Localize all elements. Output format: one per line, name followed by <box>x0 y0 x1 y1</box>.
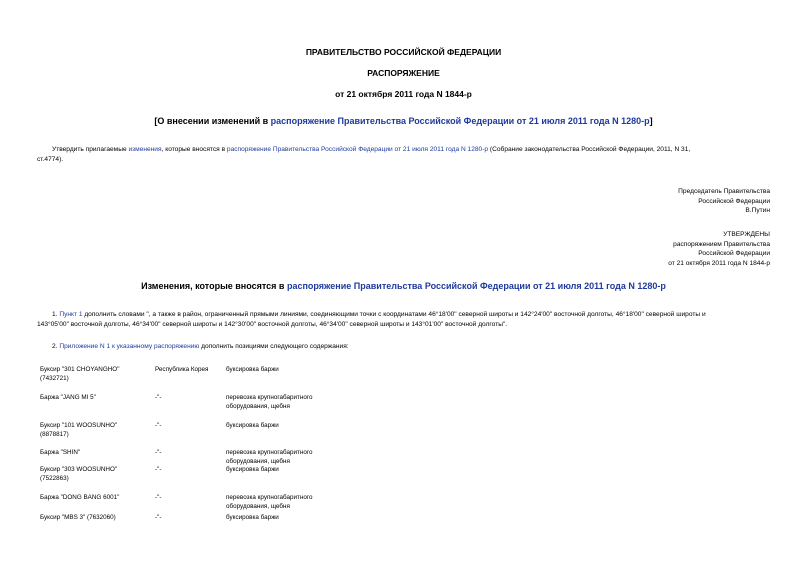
vessel-name-cell <box>40 366 119 383</box>
vessel-name-line: Буксир "MBS 3" (7632060) <box>40 514 116 521</box>
subject-suffix: ] <box>649 116 653 126</box>
purpose-line: буксировка баржи <box>226 366 279 373</box>
purpose-cell <box>226 514 279 523</box>
vessel-name-line: (7432721) <box>40 374 69 382</box>
item-number: 1. <box>52 311 60 318</box>
item-2 <box>52 342 349 352</box>
item1-link[interactable]: Пункт 1 <box>59 311 83 318</box>
vessel-name-line: Баржа "JANG MI 5" <box>40 394 96 401</box>
purpose-line: перевозка крупногабаритного <box>226 394 313 401</box>
approved-title: УТВЕРЖДЕНЫ <box>723 231 770 238</box>
intro-text: , которые вносятся в <box>161 146 227 153</box>
signature-block <box>678 187 770 216</box>
purpose-cell <box>226 494 313 511</box>
purpose-line: оборудования, щебня <box>226 502 290 510</box>
intro-text: (Собрание законодательства Российской Федерации, 2011, N 31, <box>488 146 691 153</box>
vessel-name-cell <box>40 466 117 483</box>
order-link[interactable]: распоряжение Правительства Российской Федерации от 21 июля 2011 года N 1280-р <box>226 146 489 153</box>
item-1 <box>52 310 706 320</box>
purpose-line: оборудования, щебня <box>226 457 290 465</box>
purpose-line: перевозка крупногабаритного <box>226 494 313 501</box>
changes-title-link[interactable]: распоряжение Правительства Российской Федерации от 21 июля 2011 года N 1280-р <box>286 281 666 291</box>
vessel-name-line: Буксир "301 CHOYANGHO" <box>40 366 120 373</box>
vessel-name-cell <box>40 422 117 439</box>
signature-position: Председатель Правительства <box>678 188 770 195</box>
approved-block <box>668 230 770 268</box>
vessel-name-line: Баржа "SHIN" <box>40 449 81 456</box>
flag-cell: -"- <box>155 449 162 456</box>
purpose-line: буксировка баржи <box>226 514 279 521</box>
changes-title-prefix: Изменения, которые вносятся в <box>141 281 287 291</box>
signature-country: Российской Федерации <box>698 197 770 205</box>
subject-prefix: [О внесении изменений в <box>154 116 271 126</box>
flag-cell: -"- <box>155 514 162 521</box>
purpose-line: буксировка баржи <box>226 422 279 429</box>
purpose-cell <box>226 466 279 475</box>
flag-cell: Республика Корея <box>155 366 209 373</box>
purpose-cell <box>226 422 279 431</box>
government-title: ПРАВИТЕЛЬСТВО РОССИЙСКОЙ ФЕДЕРАЦИИ <box>305 47 502 57</box>
vessel-name-line: (7522863) <box>40 474 69 482</box>
item-number: 2. <box>52 343 60 350</box>
approved-line: Российской Федерации <box>698 250 770 258</box>
item2-link[interactable]: Приложение N 1 к указанному распоряжению <box>59 343 200 350</box>
flag-cell: -"- <box>155 394 162 401</box>
purpose-cell <box>226 449 313 466</box>
flag-cell: -"- <box>155 422 162 429</box>
item1-text: дополнить словами ", а также в район, ограниченный прямыми линиями, соединяющими точки с координатами 46°18'00" северной широты и 142°24'00" восточной долготы, 46°18'00" северной широты и <box>82 311 706 318</box>
purpose-cell <box>226 366 279 375</box>
item-1-cont: 143°05'00" восточной долготы, 46°34'00" северной широты и 142°30'00" восточной долготы, 46°34'00" северной широты и 143°01'00" восточной долготы". <box>37 321 508 328</box>
approved-date: от 21 октября 2011 года N 1844-р <box>668 259 770 267</box>
vessel-name-cell <box>40 494 119 503</box>
vessel-name-cell <box>40 449 80 458</box>
document-subject <box>0 116 807 126</box>
document-type: РАСПОРЯЖЕНИЕ <box>367 68 440 78</box>
purpose-line: оборудования, щебня <box>226 402 290 410</box>
intro-line-1 <box>52 145 690 155</box>
intro-text: Утвердить прилагаемые <box>52 146 129 153</box>
vessel-name-line: Баржа "DONG BANG 6001" <box>40 494 120 501</box>
vessel-name-line: Буксир "101 WOOSUNHO" <box>40 422 118 429</box>
flag-cell: -"- <box>155 466 162 473</box>
purpose-line: буксировка баржи <box>226 466 279 473</box>
item2-text: дополнить позициями следующего содержания: <box>199 343 349 350</box>
subject-link[interactable]: распоряжение Правительства Российской Федерации от 21 июля 2011 года N 1280-р <box>270 116 650 126</box>
changes-link[interactable]: изменения <box>128 146 162 153</box>
signature-name: В.Путин <box>745 207 770 215</box>
vessel-name-cell <box>40 514 116 523</box>
purpose-line: перевозка крупногабаритного <box>226 449 313 456</box>
vessel-name-line: Буксир "303 WOOSUNHO" <box>40 466 118 473</box>
document-date: от 21 октября 2011 года N 1844-р <box>335 89 472 99</box>
changes-title <box>0 281 807 291</box>
vessel-name-line: (8878817) <box>40 430 69 438</box>
intro-line-2: ст.4774). <box>37 156 64 163</box>
vessel-name-cell <box>40 394 96 403</box>
flag-cell: -"- <box>155 494 162 501</box>
purpose-cell <box>226 394 313 411</box>
approved-line: распоряжением Правительства <box>673 240 770 248</box>
